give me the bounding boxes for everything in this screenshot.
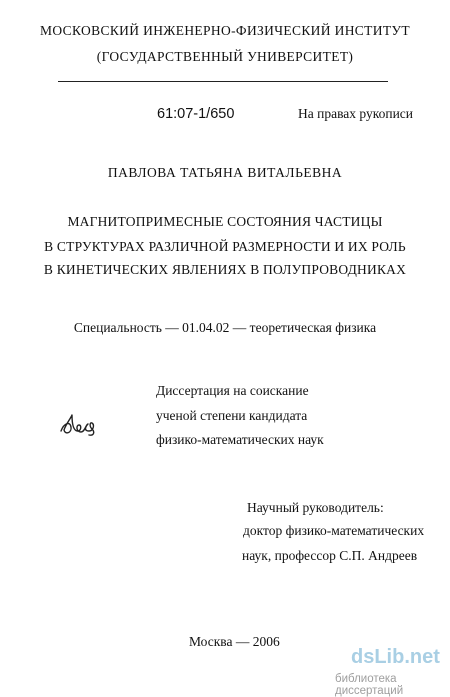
degree-line-1: Диссертация на соискание — [156, 383, 309, 398]
handwritten-signature — [58, 413, 102, 439]
supervisor-name: наук, профессор С.П. Андреев — [242, 548, 418, 563]
supervisor-degree: доктор физико-математических — [243, 523, 425, 538]
supervisor-label: Научный руководитель: — [247, 500, 384, 515]
institute-name-line-2: (ГОСУДАРСТВЕННЫЙ УНИВЕРСИТЕТ) — [96, 49, 354, 64]
dissertation-title-line-2: В СТРУКТУРАХ РАЗЛИЧНОЙ РАЗМЕРНОСТИ И ИХ РОЛЬ — [44, 239, 406, 254]
watermark-logo: dsLib.net — [351, 646, 440, 668]
degree-line-3: физико-математических наук — [156, 432, 324, 447]
specialty-line: Специальность — 01.04.02 — теоретическая физика — [73, 320, 377, 335]
manuscript-rights-note: На правах рукописи — [298, 106, 414, 121]
institute-name-line-1: МОСКОВСКИЙ ИНЖЕНЕРНО-ФИЗИЧЕСКИЙ ИНСТИТУТ — [40, 23, 410, 38]
watermark — [333, 646, 450, 697]
registry-code: 61:07-1/650 — [157, 106, 235, 122]
degree-line-2: ученой степени кандидата — [156, 408, 308, 423]
watermark-subtitle: библиотека диссертаций — [335, 673, 404, 697]
dissertation-title-line-1: МАГНИТОПРИМЕСНЫЕ СОСТОЯНИЯ ЧАСТИЦЫ — [67, 214, 383, 229]
dissertation-title-line-3: В КИНЕТИЧЕСКИХ ЯВЛЕНИЯХ В ПОЛУПРОВОДНИКАХ — [43, 262, 407, 277]
place-and-year: Москва — 2006 — [189, 634, 280, 649]
header-divider — [58, 81, 388, 82]
author-name: ПАВЛОВА ТАТЬЯНА ВИТАЛЬЕВНА — [107, 165, 343, 180]
